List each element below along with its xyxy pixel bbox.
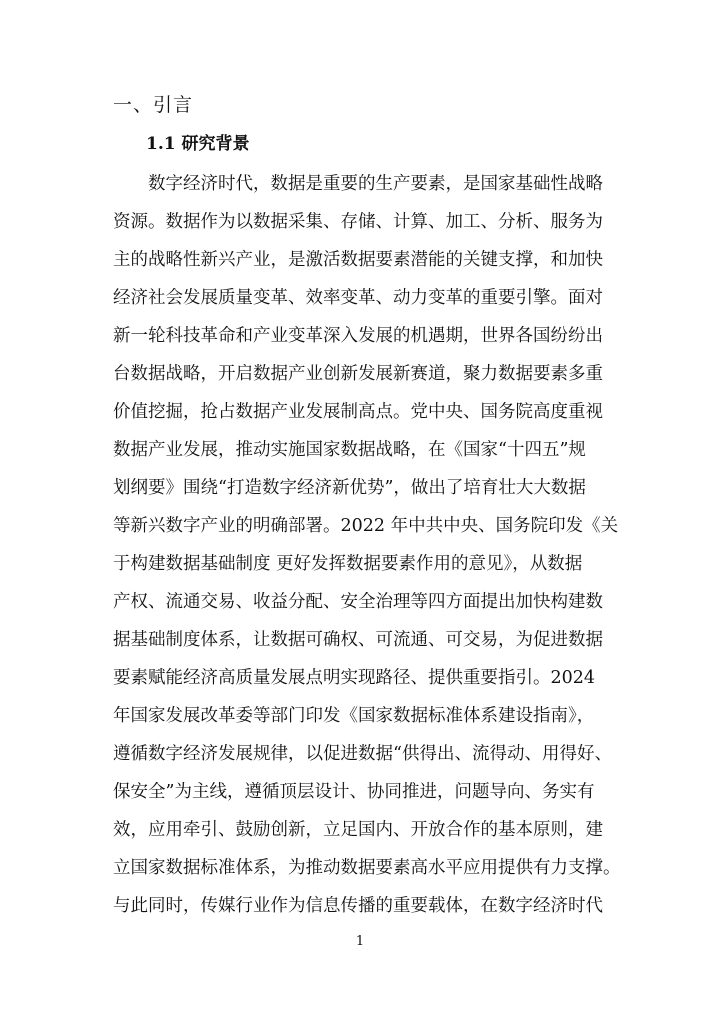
- body-text-line: 产权、流通交易、收益分配、安全治理等四方面提出加快构建数: [113, 592, 603, 612]
- body-text-line: 于构建数据基础制度 更好发挥数据要素作用的意见》，从数据: [113, 554, 583, 574]
- body-text-line: 要素赋能经济高质量发展点明实现路径、提供重要指引。2024: [113, 668, 596, 688]
- body-text-line: 数字经济时代，数据是重要的生产要素，是国家基础性战略: [113, 174, 603, 194]
- body-text-line: 遵循数字经济发展规律，以促进数据“供得出、流得动、用得好、: [113, 744, 612, 764]
- body-text-line: 资源。数据作为以数据采集、存储、计算、加工、分析、服务为: [113, 212, 603, 232]
- section-heading: 一、引言: [113, 94, 194, 116]
- page-number: 1: [355, 934, 365, 949]
- body-text-line: 年国家发展改革委等部门印发《国家数据标准体系建设指南》，: [113, 706, 595, 726]
- body-text-line: 立国家数据标准体系，为推动数据要素高水平应用提供有力支撑。: [113, 858, 621, 878]
- body-text-line: 经济社会发展质量变革、效率变革、动力变革的重要引擎。面对: [113, 288, 603, 308]
- body-text-line: 与此同时，传媒行业作为信息传播的重要载体，在数字经济时代: [113, 896, 603, 916]
- body-text-line: 划纲要》围绕“打造数字经济新优势”，做出了培育壮大大数据: [113, 478, 586, 498]
- body-text-line: 数据产业发展，推动实施国家数据战略，在《国家“十四五”规: [113, 440, 586, 460]
- body-text-line: 据基础制度体系，让数据可确权、可流通、可交易，为促进数据: [113, 630, 603, 650]
- body-text-line: 保安全”为主线，遵循顶层设计、协同推进，问题导向、务实有: [113, 782, 595, 802]
- body-text-line: 台数据战略，开启数据产业创新发展新赛道，聚力数据要素多重: [113, 364, 603, 384]
- subsection-heading: 1.1 研究背景: [146, 134, 250, 154]
- body-text-line: 等新兴数字产业的明确部署。2022 年中共中央、国务院印发《关: [113, 516, 619, 536]
- body-text-line: 主的战略性新兴产业，是激活数据要素潜能的关键支撑，和加快: [113, 250, 603, 270]
- body-text-line: 效，应用牵引、鼓励创新，立足国内、开放合作的基本原则，建: [113, 820, 603, 840]
- body-text-line: 价值挖掘，抢占数据产业发展制高点。党中央、国务院高度重视: [113, 402, 603, 422]
- body-text-line: 新一轮科技革命和产业变革深入发展的机遇期，世界各国纷纷出: [113, 326, 603, 346]
